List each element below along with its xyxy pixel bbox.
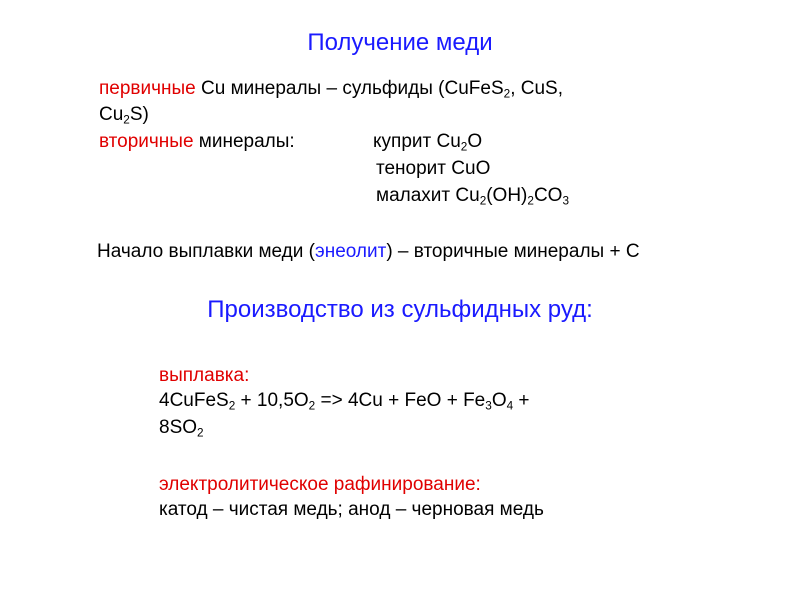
cuprite-formula-b: O (467, 131, 483, 152)
mineral-malachite (376, 185, 569, 207)
cuprite-name: куприт (373, 131, 432, 152)
primary-minerals-line (99, 78, 563, 100)
eq-s2: 2 (308, 399, 316, 413)
malachite-name: малахит (376, 185, 451, 206)
tenorite-name: тенорит (376, 158, 446, 179)
eneolith-term: энеолит (315, 241, 387, 262)
mineral-tenorite (376, 158, 490, 180)
primary-label: первичные (99, 78, 196, 99)
slide-title: Получение меди (307, 29, 493, 56)
smelting-start-line (97, 241, 640, 263)
section-heading: Производство из сульфидных руд: (207, 296, 593, 323)
eq-t4: O (491, 390, 507, 411)
eq-s6: 2 (197, 426, 204, 440)
eq-s1: 2 (228, 399, 236, 413)
malachite-sub-a: 2 (479, 194, 487, 208)
secondary-minerals-line (99, 131, 295, 153)
eq-t6: 8SO (159, 417, 198, 438)
eq-t2: + 10,5O (235, 390, 309, 411)
malachite-formula-a: Cu (455, 185, 480, 206)
malachite-formula-b: (OH) (486, 185, 528, 206)
primary-sub-c: 2 (123, 113, 130, 127)
secondary-label: вторичные (99, 131, 194, 152)
primary-text-c: Cu (99, 104, 124, 125)
eq-t1: 4CuFeS (159, 390, 229, 411)
primary-text-d: S) (129, 104, 149, 125)
malachite-formula-c: CO (533, 185, 563, 206)
cuprite-formula-a: Cu (436, 131, 461, 152)
smelting-start-text-a: Начало выплавки меди ( (97, 241, 315, 262)
secondary-text: минералы: (193, 131, 295, 152)
malachite-sub-b: 2 (527, 194, 534, 208)
mineral-cuprite (373, 131, 482, 153)
tenorite-formula: CuO (451, 158, 491, 179)
malachite-sub-c: 3 (562, 194, 569, 208)
eq-t3: => 4Cu + FeO + Fe (315, 390, 486, 411)
primary-sub-a: 2 (503, 87, 511, 101)
refining-label: электролитическое рафинирование: (159, 474, 481, 495)
cuprite-sub-a: 2 (460, 140, 468, 154)
smelting-equation-line-2 (159, 417, 204, 439)
eq-t5: + (513, 390, 530, 411)
smelting-label: выплавка: (159, 365, 250, 386)
eq-s3: 3 (485, 399, 492, 413)
primary-text-b: , CuS, (510, 78, 563, 99)
smelting-equation-line-1 (159, 390, 530, 412)
refining-text: катод – чистая медь; анод – черновая медь (159, 499, 544, 520)
primary-text-a: Cu минералы – сульфиды (CuFeS (195, 78, 504, 99)
smelting-start-text-b: ) – вторичные минералы + С (386, 241, 640, 262)
eq-s4: 4 (506, 399, 514, 413)
primary-minerals-line-2 (99, 104, 149, 126)
